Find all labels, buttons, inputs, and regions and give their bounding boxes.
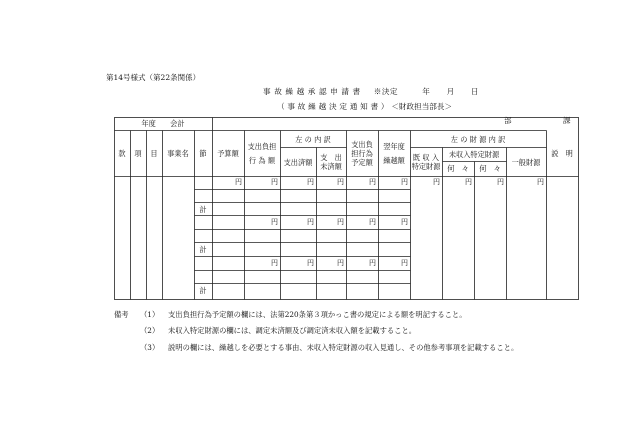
decision-date: ※決定 年 月 日 — [373, 87, 479, 96]
title-application-text: 事故繰越承認申請書 — [263, 87, 364, 96]
yen-commit-r1: 円 — [271, 178, 278, 186]
yen-general-r1: 円 — [537, 178, 544, 186]
col-kan: 款 — [118, 149, 126, 158]
col-project-name: 事業名 — [167, 149, 189, 158]
yen-carry-r1: 円 — [401, 178, 408, 186]
yen-planned-r2: 円 — [369, 218, 376, 226]
col-item-1: 何 々 — [447, 164, 469, 173]
department-label: 部 — [504, 116, 512, 125]
col-moku: 目 — [150, 149, 158, 158]
group-unreceived-specific-funds: 未収入特定財源 — [448, 150, 500, 159]
fiscal-year-account-label: 年度 会計 — [141, 119, 185, 128]
subtotal-label-2: 計 — [199, 245, 207, 254]
col-commitment-planned — [346, 131, 378, 176]
yen-item2-r1: 円 — [497, 178, 504, 186]
col-next-year-line2: 繰越額 — [383, 156, 405, 165]
group-funding-breakdown: 左 の 財 源 内 訳 — [450, 135, 506, 144]
form-number: 第14号様式（第22条関係） — [106, 73, 201, 82]
title-notice-text: （事故繰越決定通知書） — [277, 102, 392, 111]
yen-item1-r1: 円 — [465, 178, 472, 186]
yen-paid-r3: 円 — [307, 259, 314, 267]
yen-unpaid-r2: 円 — [337, 218, 344, 226]
col-received-specific-funds — [410, 148, 442, 176]
yen-budget-r1: 円 — [235, 178, 242, 186]
col-budget: 予算額 — [217, 149, 239, 158]
group-breakdown: 左 の 内 訳 — [295, 135, 331, 144]
col-expenditure-commitment-line2: 行 為 額 — [248, 156, 276, 165]
col-item-2: 何 々 — [479, 164, 501, 173]
remark-2 — [114, 323, 518, 339]
yen-paid-r2: 円 — [307, 218, 314, 226]
col-received-line1: 既 収 入 — [412, 153, 440, 162]
remarks-label: 備考 — [114, 310, 129, 319]
yen-carry-r2: 円 — [401, 218, 408, 226]
col-explanation: 説 明 — [551, 149, 573, 158]
col-setsu: 節 — [199, 149, 207, 158]
yen-carry-r3: 円 — [401, 259, 408, 267]
col-expenditure-commitment — [244, 131, 280, 176]
remark-2-text: 未収入特定財源の欄には、調定未済額及び調定済未収入額を記載すること。 — [168, 326, 417, 336]
yen-planned-r3: 円 — [369, 259, 376, 267]
yen-paid-r1: 円 — [307, 178, 314, 186]
remarks — [114, 307, 518, 356]
col-next-year-carryover — [378, 131, 410, 176]
col-next-year-line1: 翌年度 — [383, 142, 405, 151]
col-unpaid-line1: 支 出 — [320, 153, 342, 162]
col-commitment-planned-line2: 担行為 — [351, 149, 373, 158]
remark-3-num: （3） — [140, 342, 160, 352]
col-general-funds: 一般財源 — [511, 157, 541, 167]
remark-2-num: （2） — [140, 326, 160, 336]
col-received-line2: 特定財源 — [411, 162, 441, 171]
remark-1 — [114, 307, 518, 323]
col-commitment-planned-line1: 支出負 — [351, 140, 373, 149]
col-paid-amount: 支出済額 — [283, 157, 313, 167]
section-label: 課 — [563, 116, 571, 125]
col-unpaid-amount — [316, 148, 346, 176]
yen-unpaid-r3: 円 — [337, 259, 344, 267]
remark-1-text: 支出負担行為予定額の欄には、法第220条第３項かっこ書の規定による額を明記すること。 — [168, 310, 467, 319]
col-expenditure-commitment-line1: 支出負担 — [247, 142, 277, 151]
yen-received-r1: 円 — [433, 178, 440, 186]
yen-commit-r2: 円 — [271, 218, 278, 226]
col-commitment-planned-line3: 予定額 — [351, 158, 373, 167]
title-notice-suffix: ＜財政担当部長＞ — [391, 102, 453, 111]
subtotal-label-3: 計 — [199, 286, 207, 295]
yen-commit-r3: 円 — [271, 259, 278, 267]
yen-unpaid-r1: 円 — [337, 178, 344, 186]
remark-3 — [114, 340, 518, 356]
subtotal-label-1: 計 — [199, 205, 207, 214]
col-kou: 項 — [134, 149, 142, 158]
yen-planned-r1: 円 — [369, 178, 376, 186]
remark-1-num: （1） — [140, 310, 160, 319]
col-unpaid-line2: 未済額 — [320, 162, 342, 171]
remark-3-text: 説明の欄には、繰越しを必要とする事由、未収入特定財源の収入見通し、その他参考事項を記載すること。 — [168, 342, 519, 352]
